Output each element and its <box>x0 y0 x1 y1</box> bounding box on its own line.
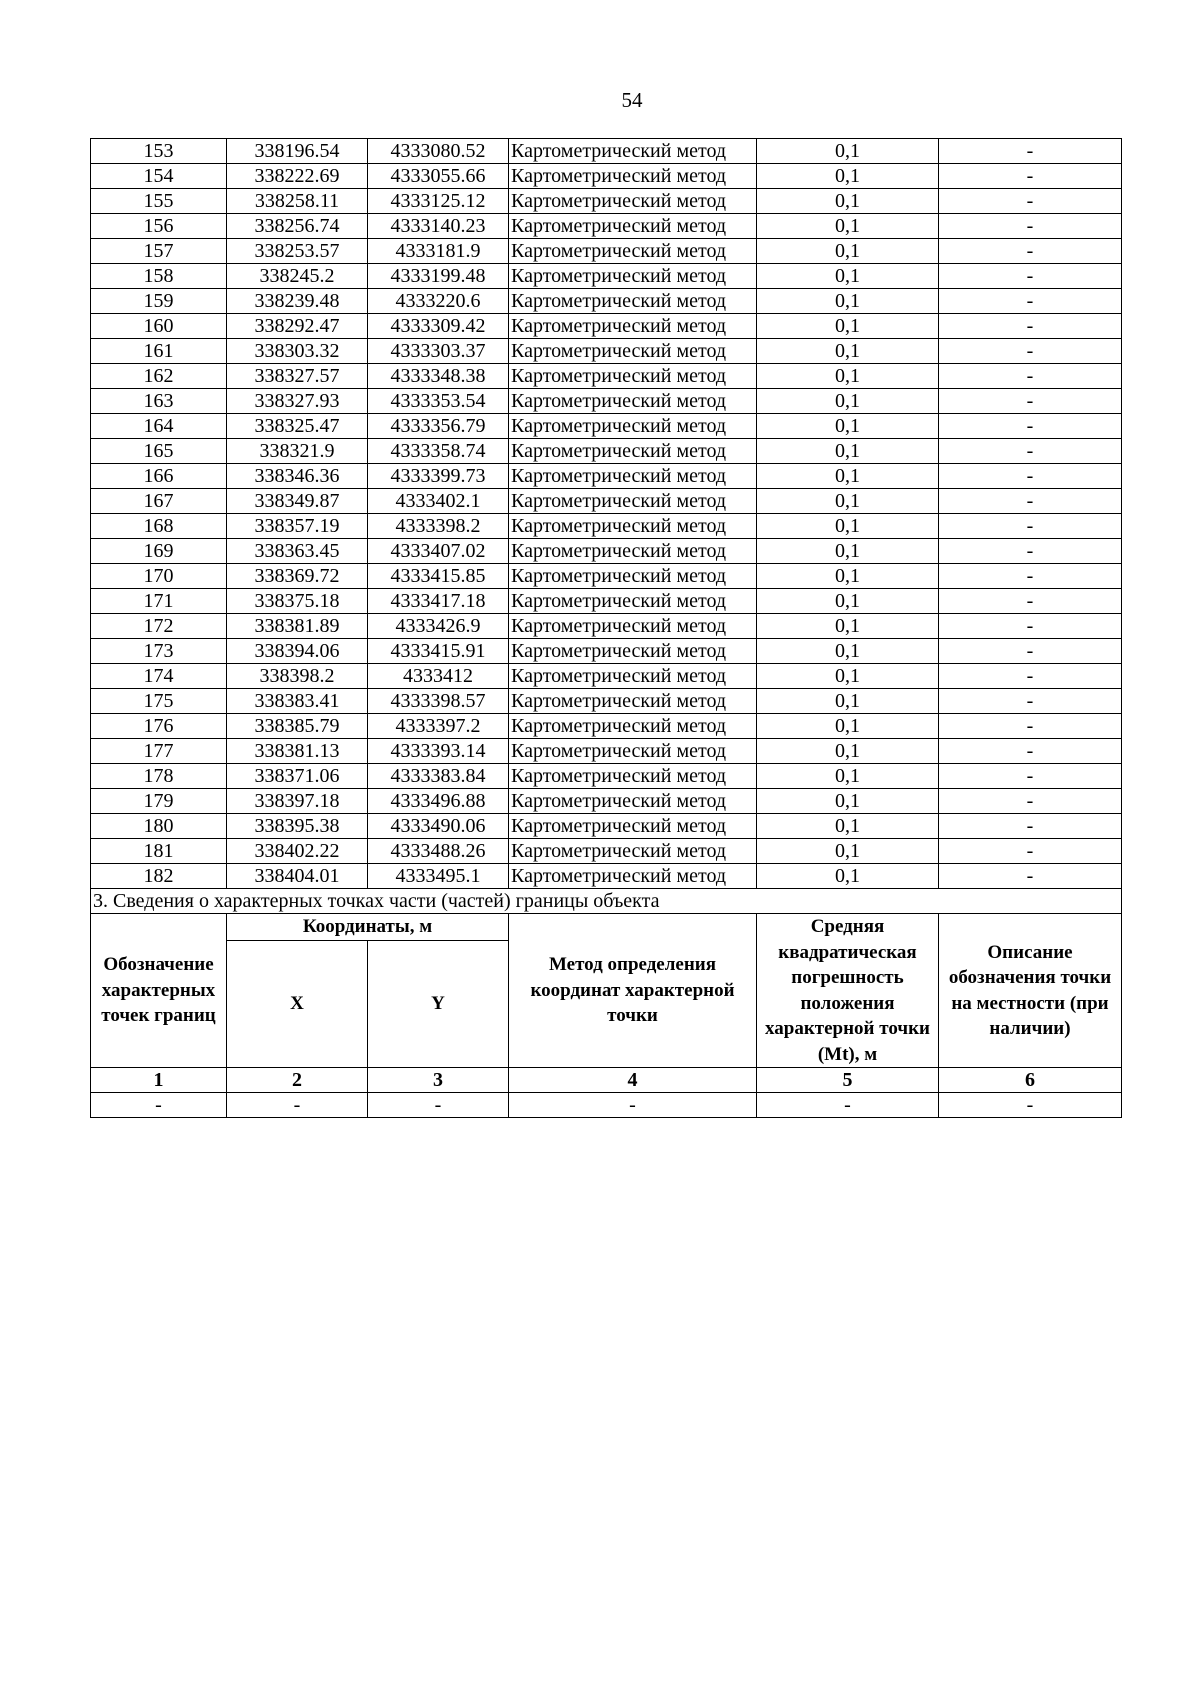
table-row <box>91 539 1122 564</box>
method-cell: Картометрический метод <box>509 564 757 589</box>
x-coordinate-cell: 338327.57 <box>227 364 368 389</box>
method-cell: Картометрический метод <box>509 439 757 464</box>
description-cell: - <box>939 639 1122 664</box>
page-number: 54 <box>621 88 643 112</box>
method-cell: Картометрический метод <box>509 464 757 489</box>
point-number-cell: 170 <box>91 564 227 589</box>
table-row <box>91 589 1122 614</box>
y-coordinate-cell: 4333348.38 <box>368 364 509 389</box>
point-number-cell: 163 <box>91 389 227 414</box>
mt-cell: 0,1 <box>757 539 939 564</box>
y-coordinate-cell: 4333417.18 <box>368 589 509 614</box>
mt-cell: 0,1 <box>757 714 939 739</box>
y-coordinate-cell: 4333402.1 <box>368 489 509 514</box>
x-coordinate-cell: 338258.11 <box>227 189 368 214</box>
column-number: 2 <box>227 1068 368 1093</box>
x-coordinate-cell: 338253.57 <box>227 239 368 264</box>
y-coordinate-cell: 4333426.9 <box>368 614 509 639</box>
table-row <box>91 139 1122 164</box>
y-coordinate-cell: 4333495.1 <box>368 864 509 889</box>
description-cell: - <box>939 589 1122 614</box>
x-coordinate-cell: 338325.47 <box>227 414 368 439</box>
x-coordinate-cell: 338371.06 <box>227 764 368 789</box>
description-cell: - <box>939 814 1122 839</box>
y-coordinate-cell: 4333398.2 <box>368 514 509 539</box>
mt-cell: 0,1 <box>757 589 939 614</box>
point-number-cell: 167 <box>91 489 227 514</box>
empty-cell: - <box>91 1093 227 1118</box>
description-cell: - <box>939 539 1122 564</box>
x-coordinate-cell: 338292.47 <box>227 314 368 339</box>
description-cell: - <box>939 464 1122 489</box>
description-cell: - <box>939 839 1122 864</box>
point-number-cell: 157 <box>91 239 227 264</box>
method-cell: Картометрический метод <box>509 389 757 414</box>
column-number: 3 <box>368 1068 509 1093</box>
method-cell: Картометрический метод <box>509 339 757 364</box>
y-coordinate-cell: 4333393.14 <box>368 739 509 764</box>
table-row <box>91 439 1122 464</box>
empty-row <box>91 1093 1122 1118</box>
x-coordinate-cell: 338245.2 <box>227 264 368 289</box>
x-coordinate-cell: 338398.2 <box>227 664 368 689</box>
mt-cell: 0,1 <box>757 189 939 214</box>
method-cell: Картометрический метод <box>509 414 757 439</box>
description-cell: - <box>939 389 1122 414</box>
method-cell: Картометрический метод <box>509 864 757 889</box>
description-cell: - <box>939 164 1122 189</box>
header-description: Описание обозначения точки на местности (при наличии) <box>939 914 1122 1068</box>
method-cell: Картометрический метод <box>509 289 757 314</box>
x-coordinate-cell: 338256.74 <box>227 214 368 239</box>
method-cell: Картометрический метод <box>509 164 757 189</box>
description-cell: - <box>939 614 1122 639</box>
x-coordinate-cell: 338357.19 <box>227 514 368 539</box>
x-coordinate-cell: 338327.93 <box>227 389 368 414</box>
y-coordinate-cell: 4333383.84 <box>368 764 509 789</box>
method-cell: Картометрический метод <box>509 689 757 714</box>
x-coordinate-cell: 338381.89 <box>227 614 368 639</box>
x-coordinate-cell: 338222.69 <box>227 164 368 189</box>
y-coordinate-cell: 4333353.54 <box>368 389 509 414</box>
mt-cell: 0,1 <box>757 739 939 764</box>
y-coordinate-cell: 4333140.23 <box>368 214 509 239</box>
header-coordinates: Координаты, м <box>227 914 509 941</box>
description-cell: - <box>939 339 1122 364</box>
section-title-row <box>91 889 1122 914</box>
y-coordinate-cell: 4333415.91 <box>368 639 509 664</box>
method-cell: Картометрический метод <box>509 714 757 739</box>
method-cell: Картометрический метод <box>509 639 757 664</box>
point-number-cell: 175 <box>91 689 227 714</box>
method-cell: Картометрический метод <box>509 264 757 289</box>
table-row <box>91 264 1122 289</box>
y-coordinate-cell: 4333399.73 <box>368 464 509 489</box>
mt-cell: 0,1 <box>757 789 939 814</box>
header-y: Y <box>368 940 509 1067</box>
section-title: 3. Сведения о характерных точках части (частей) границы объекта <box>91 889 1122 914</box>
table-row <box>91 564 1122 589</box>
mt-cell: 0,1 <box>757 639 939 664</box>
description-cell: - <box>939 289 1122 314</box>
x-coordinate-cell: 338385.79 <box>227 714 368 739</box>
point-number-cell: 169 <box>91 539 227 564</box>
description-cell: - <box>939 239 1122 264</box>
method-cell: Картометрический метод <box>509 514 757 539</box>
point-number-cell: 161 <box>91 339 227 364</box>
mt-cell: 0,1 <box>757 264 939 289</box>
point-number-cell: 155 <box>91 189 227 214</box>
mt-cell: 0,1 <box>757 689 939 714</box>
description-cell: - <box>939 739 1122 764</box>
y-coordinate-cell: 4333407.02 <box>368 539 509 564</box>
header-x: X <box>227 940 368 1067</box>
mt-cell: 0,1 <box>757 439 939 464</box>
method-cell: Картометрический метод <box>509 664 757 689</box>
x-coordinate-cell: 338397.18 <box>227 789 368 814</box>
y-coordinate-cell: 4333199.48 <box>368 264 509 289</box>
description-cell: - <box>939 314 1122 339</box>
mt-cell: 0,1 <box>757 339 939 364</box>
method-cell: Картометрический метод <box>509 489 757 514</box>
coordinates-table <box>90 138 1122 1118</box>
x-coordinate-cell: 338375.18 <box>227 589 368 614</box>
description-cell: - <box>939 214 1122 239</box>
table-row <box>91 189 1122 214</box>
description-cell: - <box>939 764 1122 789</box>
y-coordinate-cell: 4333055.66 <box>368 164 509 189</box>
table-row <box>91 214 1122 239</box>
point-number-cell: 160 <box>91 314 227 339</box>
point-number-cell: 176 <box>91 714 227 739</box>
header-method: Метод определения координат характерной точки <box>509 914 757 1068</box>
x-coordinate-cell: 338196.54 <box>227 139 368 164</box>
table-row <box>91 864 1122 889</box>
mt-cell: 0,1 <box>757 164 939 189</box>
point-number-cell: 158 <box>91 264 227 289</box>
point-number-cell: 166 <box>91 464 227 489</box>
table-row <box>91 489 1122 514</box>
y-coordinate-cell: 4333303.37 <box>368 339 509 364</box>
mt-cell: 0,1 <box>757 839 939 864</box>
x-coordinate-cell: 338363.45 <box>227 539 368 564</box>
empty-cell: - <box>939 1093 1122 1118</box>
table-row <box>91 839 1122 864</box>
empty-cell: - <box>757 1093 939 1118</box>
point-number-cell: 180 <box>91 814 227 839</box>
mt-cell: 0,1 <box>757 514 939 539</box>
x-coordinate-cell: 338404.01 <box>227 864 368 889</box>
point-number-cell: 174 <box>91 664 227 689</box>
table-row <box>91 289 1122 314</box>
table-row <box>91 239 1122 264</box>
description-cell: - <box>939 664 1122 689</box>
method-cell: Картометрический метод <box>509 314 757 339</box>
mt-cell: 0,1 <box>757 289 939 314</box>
table-row <box>91 614 1122 639</box>
y-coordinate-cell: 4333309.42 <box>368 314 509 339</box>
point-number-cell: 173 <box>91 639 227 664</box>
header-designation: Обозначение характерных точек границ <box>91 914 227 1068</box>
table-row <box>91 164 1122 189</box>
y-coordinate-cell: 4333358.74 <box>368 439 509 464</box>
method-cell: Картометрический метод <box>509 139 757 164</box>
table-row <box>91 689 1122 714</box>
x-coordinate-cell: 338369.72 <box>227 564 368 589</box>
table-row <box>91 364 1122 389</box>
y-coordinate-cell: 4333496.88 <box>368 789 509 814</box>
mt-cell: 0,1 <box>757 139 939 164</box>
y-coordinate-cell: 4333398.57 <box>368 689 509 714</box>
table-row <box>91 514 1122 539</box>
point-number-cell: 172 <box>91 614 227 639</box>
points-body <box>91 139 1122 889</box>
y-coordinate-cell: 4333080.52 <box>368 139 509 164</box>
column-number: 6 <box>939 1068 1122 1093</box>
description-cell: - <box>939 714 1122 739</box>
x-coordinate-cell: 338383.41 <box>227 689 368 714</box>
table-row <box>91 639 1122 664</box>
y-coordinate-cell: 4333356.79 <box>368 414 509 439</box>
point-number-cell: 156 <box>91 214 227 239</box>
method-cell: Картометрический метод <box>509 814 757 839</box>
mt-cell: 0,1 <box>757 664 939 689</box>
table-row <box>91 714 1122 739</box>
point-number-cell: 182 <box>91 864 227 889</box>
table-row <box>91 664 1122 689</box>
section3-body <box>91 889 1122 1118</box>
table-row <box>91 314 1122 339</box>
point-number-cell: 168 <box>91 514 227 539</box>
point-number-cell: 177 <box>91 739 227 764</box>
method-cell: Картометрический метод <box>509 214 757 239</box>
table-row <box>91 789 1122 814</box>
description-cell: - <box>939 514 1122 539</box>
method-cell: Картометрический метод <box>509 614 757 639</box>
method-cell: Картометрический метод <box>509 189 757 214</box>
point-number-cell: 159 <box>91 289 227 314</box>
x-coordinate-cell: 338239.48 <box>227 289 368 314</box>
mt-cell: 0,1 <box>757 489 939 514</box>
point-number-cell: 179 <box>91 789 227 814</box>
y-coordinate-cell: 4333397.2 <box>368 714 509 739</box>
point-number-cell: 154 <box>91 164 227 189</box>
point-number-cell: 178 <box>91 764 227 789</box>
y-coordinate-cell: 4333490.06 <box>368 814 509 839</box>
point-number-cell: 171 <box>91 589 227 614</box>
description-cell: - <box>939 689 1122 714</box>
method-cell: Картометрический метод <box>509 839 757 864</box>
method-cell: Картометрический метод <box>509 789 757 814</box>
empty-cell: - <box>509 1093 757 1118</box>
mt-cell: 0,1 <box>757 614 939 639</box>
column-number: 4 <box>509 1068 757 1093</box>
method-cell: Картометрический метод <box>509 739 757 764</box>
point-number-cell: 164 <box>91 414 227 439</box>
column-number: 1 <box>91 1068 227 1093</box>
point-number-cell: 165 <box>91 439 227 464</box>
x-coordinate-cell: 338395.38 <box>227 814 368 839</box>
table-row <box>91 389 1122 414</box>
empty-cell: - <box>227 1093 368 1118</box>
mt-cell: 0,1 <box>757 214 939 239</box>
description-cell: - <box>939 789 1122 814</box>
method-cell: Картометрический метод <box>509 589 757 614</box>
column-number: 5 <box>757 1068 939 1093</box>
method-cell: Картометрический метод <box>509 539 757 564</box>
x-coordinate-cell: 338349.87 <box>227 489 368 514</box>
table-row <box>91 414 1122 439</box>
x-coordinate-cell: 338346.36 <box>227 464 368 489</box>
empty-cell: - <box>368 1093 509 1118</box>
mt-cell: 0,1 <box>757 314 939 339</box>
mt-cell: 0,1 <box>757 814 939 839</box>
mt-cell: 0,1 <box>757 389 939 414</box>
mt-cell: 0,1 <box>757 239 939 264</box>
description-cell: - <box>939 864 1122 889</box>
point-number-cell: 162 <box>91 364 227 389</box>
method-cell: Картометрический метод <box>509 364 757 389</box>
description-cell: - <box>939 439 1122 464</box>
point-number-cell: 153 <box>91 139 227 164</box>
y-coordinate-cell: 4333220.6 <box>368 289 509 314</box>
y-coordinate-cell: 4333488.26 <box>368 839 509 864</box>
y-coordinate-cell: 4333125.12 <box>368 189 509 214</box>
table-row <box>91 814 1122 839</box>
mt-cell: 0,1 <box>757 414 939 439</box>
x-coordinate-cell: 338402.22 <box>227 839 368 864</box>
mt-cell: 0,1 <box>757 464 939 489</box>
description-cell: - <box>939 189 1122 214</box>
mt-cell: 0,1 <box>757 364 939 389</box>
method-cell: Картометрический метод <box>509 764 757 789</box>
header-mt: Средняя квадратическая погрешность положения характерной точки (Mt), м <box>757 914 939 1068</box>
table-row <box>91 339 1122 364</box>
x-coordinate-cell: 338381.13 <box>227 739 368 764</box>
description-cell: - <box>939 489 1122 514</box>
x-coordinate-cell: 338303.32 <box>227 339 368 364</box>
table-row <box>91 464 1122 489</box>
column-number-row <box>91 1068 1122 1093</box>
y-coordinate-cell: 4333415.85 <box>368 564 509 589</box>
x-coordinate-cell: 338321.9 <box>227 439 368 464</box>
mt-cell: 0,1 <box>757 564 939 589</box>
y-coordinate-cell: 4333181.9 <box>368 239 509 264</box>
x-coordinate-cell: 338394.06 <box>227 639 368 664</box>
mt-cell: 0,1 <box>757 764 939 789</box>
point-number-cell: 181 <box>91 839 227 864</box>
description-cell: - <box>939 564 1122 589</box>
description-cell: - <box>939 139 1122 164</box>
header-row-1 <box>91 914 1122 941</box>
mt-cell: 0,1 <box>757 864 939 889</box>
y-coordinate-cell: 4333412 <box>368 664 509 689</box>
method-cell: Картометрический метод <box>509 239 757 264</box>
table-row <box>91 764 1122 789</box>
table-row <box>91 739 1122 764</box>
description-cell: - <box>939 414 1122 439</box>
description-cell: - <box>939 364 1122 389</box>
description-cell: - <box>939 264 1122 289</box>
